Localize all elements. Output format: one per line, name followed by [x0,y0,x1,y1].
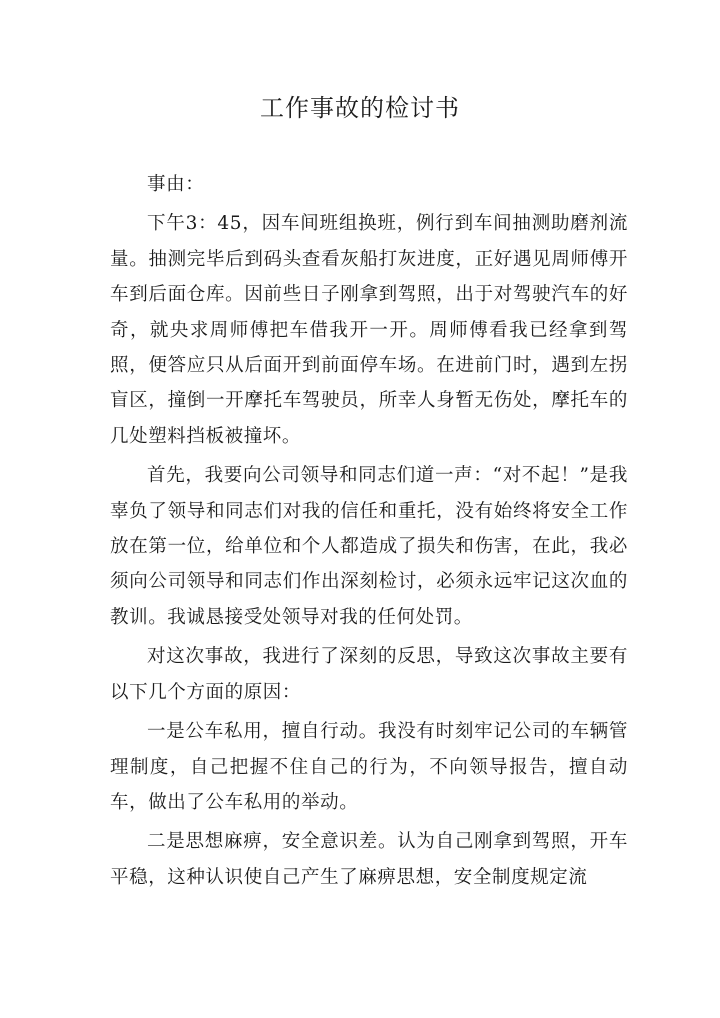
paragraph-apology: 首先，我要向公司领导和同志们道一声：“对不起！”是我辜负了领导和同志们对我的信任和重托，没有始终将安全工作放在第一位，给单位和个人都造成了损失和伤害，在此，我必须向公司领导和同志们作出深刻检讨，必须永远牢记这次血的教训。我诚恳接受处领导对我的任何处罚。 [110,465,628,628]
document-title: 工作事故的检讨书 [260,94,460,122]
paragraph-reason-one: 一是公车私用，擅自行动。我没有时刻牢记公司的车辆管理制度，自己把握不住自己的行为，不向领导报告，擅自动车，做出了公车私用的举动。 [110,721,628,813]
paragraph-incident: 下午3：45，因车间班组换班，例行到车间抽测助磨剂流量。抽测完毕后到码头查看灰船打灰进度，正好遇见周师傅开车到后面仓库。因前些日子刚拿到驾照，出于对驾驶汽车的好奇，就央求周师傅把车借我开一开。周师傅看我已经拿到驾照，便答应只从后面开到前面停车场。在进前门时，遇到左拐盲区，撞倒一开摩托车驾驶员，所幸人身暂无伤处，摩托车的几处塑料挡板被撞坏。 [110,213,628,447]
paragraph-reflection: 对这次事故，我进行了深刻的反思，导致这次事故主要有以下几个方面的原因： [110,646,628,703]
paragraph-reason-two: 二是思想麻痹，安全意识差。认为自己刚拿到驾照，开车平稳，这种认识使自己产生了麻痹思想，安全制度规定流 [110,831,628,888]
document-body [110,167,628,895]
paragraph-reason-heading: 事由： [147,174,205,195]
